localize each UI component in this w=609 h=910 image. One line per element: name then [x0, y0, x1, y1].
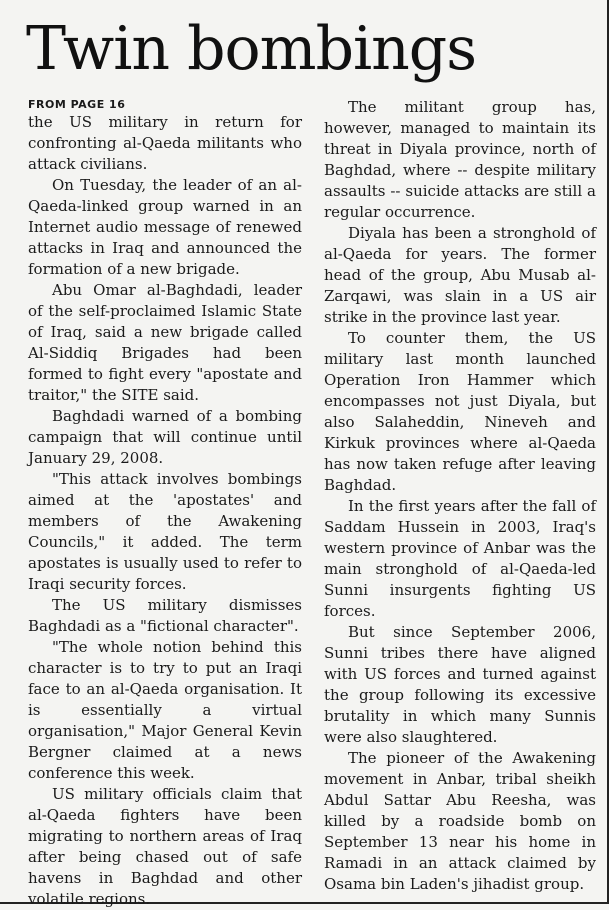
- paragraph: On Tuesday, the leader of an al-Qaeda-linked group warned in an Internet audio message of renewed attacks in Iraq and announced the formation of a new brigade.: [28, 176, 302, 278]
- paragraph: The US military dismisses Baghdadi as a "fictional character".: [28, 596, 302, 635]
- paragraph: The pioneer of the Awakening movement in Anbar, tribal sheikh Abdul Sattar Abu Reesha, was killed by a roadside bomb on September 13 near his home in Ramadi in an attack claimed by Osama bin Laden's jihadist group.: [324, 749, 596, 893]
- paragraph: US military officials claim that al-Qaeda fighters have been migrating to northern areas of Iraq after being chased out of safe havens in Baghdad and other volatile regions.: [28, 785, 302, 908]
- paragraph: In the first years after the fall of Saddam Hussein in 2003, Iraq's western province of Anbar was the main stronghold of al-Qaeda-led Sunni insurgents fighting US forces.: [324, 497, 596, 620]
- article-column-right: [324, 97, 596, 895]
- paragraph: Abu Omar al-Baghdadi, leader of the self-proclaimed Islamic State of Iraq, said a new brigade called Al-Siddiq Brigades had been formed to fight every "apostate and traitor," the SITE said.: [28, 281, 302, 404]
- paragraph: "The whole notion behind this character is to try to put an Iraqi face to an al-Qaeda organisation. It is essentially a virtual organisation," Major General Kevin Bergner claimed at a news conference this week.: [28, 638, 302, 782]
- paragraph: Baghdadi warned of a bombing campaign that will continue until January 29, 2008.: [28, 407, 302, 467]
- paragraph: The militant group has, however, managed to maintain its threat in Diyala province, north of Baghdad, where -- despite military assaults -- suicide attacks are still a regular occurrence.: [324, 98, 596, 221]
- paragraph: the US military in return for confronting al-Qaeda militants who attack civilians.: [28, 113, 302, 173]
- paragraph: Diyala has been a stronghold of al-Qaeda for years. The former head of the group, Abu Musab al-Zarqawi, was slain in a US air strike in the province last year.: [324, 224, 596, 326]
- headline: Twin bombings: [26, 14, 477, 84]
- article-column-left: [28, 98, 302, 910]
- paragraph: To counter them, the US military last month launched Operation Iron Hammer which encompasses not just Diyala, but also Salaheddin, Nineveh and Kirkuk provinces where al-Qaeda has now taken refuge after leaving Baghdad.: [324, 329, 596, 494]
- paragraph: "This attack involves bombings aimed at the 'apostates' and members of the Awakening Councils," it added. The term apostates is usually used to refer to Iraqi security forces.: [28, 470, 302, 593]
- continuation-kicker: FROM PAGE 16: [28, 98, 126, 111]
- paragraph: But since September 2006, Sunni tribes there have aligned with US forces and turned against the group following its excessive brutality in which many Sunnis were also slaughtered.: [324, 623, 596, 746]
